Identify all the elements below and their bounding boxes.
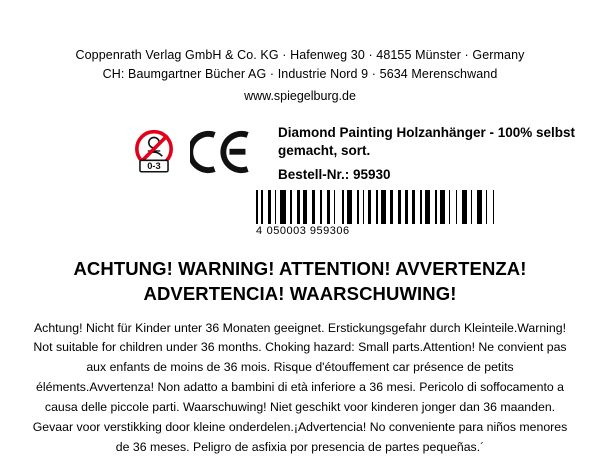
ce-mark-icon bbox=[190, 129, 254, 175]
barcode-bar bbox=[334, 190, 336, 224]
barcode-bar bbox=[323, 190, 326, 224]
barcode-bar bbox=[440, 190, 445, 224]
barcode-bar bbox=[368, 190, 371, 224]
barcode-bar bbox=[303, 190, 306, 224]
product-name: Diamond Painting Holzanhänger - 100% selbst gemacht, sort. bbox=[278, 125, 576, 159]
safety-marks-group bbox=[128, 124, 254, 178]
barcode-bar bbox=[331, 190, 333, 224]
barcode-bar bbox=[363, 190, 365, 224]
barcode-bar bbox=[327, 190, 330, 224]
barcode-lead-digit: 4 bbox=[256, 224, 263, 237]
barcode-bar bbox=[468, 190, 470, 224]
barcode-digits bbox=[256, 225, 495, 237]
barcode-bar bbox=[488, 190, 491, 224]
barcode-bar bbox=[287, 190, 289, 224]
barcode-bar bbox=[365, 190, 367, 224]
address-line-2: CH: Baumgartner Bücher AG · Industrie Nord 9 · 5634 Merenschwand bbox=[102, 67, 498, 82]
barcode-bar bbox=[376, 190, 378, 224]
website-line: www.spiegelburg.de bbox=[244, 88, 356, 103]
barcode-bar bbox=[264, 190, 267, 224]
barcode-bar bbox=[316, 190, 319, 224]
address-line-1: Coppenrath Verlag GmbH & Co. KG · Hafenweg 30 · 48155 Münster · Germany bbox=[75, 48, 525, 62]
barcode-bar bbox=[451, 190, 454, 224]
barcode-bar bbox=[394, 190, 397, 224]
barcode-bar bbox=[275, 190, 277, 224]
barcode-bar bbox=[277, 190, 279, 224]
warning-headline bbox=[0, 257, 600, 307]
barcode-bar bbox=[320, 190, 322, 224]
warning-body-text: Achtung! Nicht für Kinder unter 36 Monaten geeignet. Erstickungsgefahr durch Kleinteile.Warning! Not suitable for children under 36 months. Choking hazard: Small parts.Attention! Ne convient pas aux enfants de moins de 36 mois. Risque d'étouffement car présence de petits éléments.Avvertenza! Non adatto a bambini di età inferiore a 36 mesi. Pericolo di soffocamento a causa delle piccole parti. Waarschuwing! Niet geschikt voor kinderen jonger dan 36 maanden. Gevaar voor verstikking door kleine onderdelen.¡Advertencia! No conveniente para niños menores de 36 meses. Peligro de asfixia por presencia de partes pequeñas.´ bbox=[32, 320, 568, 454]
barcode-bar bbox=[471, 190, 473, 224]
barcode-bar bbox=[483, 190, 485, 224]
barcode-bar bbox=[308, 190, 311, 224]
barcode-bar bbox=[412, 190, 415, 224]
barcode-bar bbox=[477, 190, 482, 224]
barcode-bar bbox=[438, 190, 440, 224]
barcode-bar bbox=[353, 190, 356, 224]
barcode-bar bbox=[402, 190, 404, 224]
barcode-bar bbox=[272, 190, 274, 224]
barcode-bar bbox=[387, 190, 389, 224]
barcode-bar bbox=[420, 190, 422, 224]
ean-barcode bbox=[256, 190, 495, 224]
barcode-bar bbox=[425, 190, 430, 224]
barcode-bar bbox=[357, 190, 359, 224]
svg-text:0-3: 0-3 bbox=[147, 161, 161, 172]
barcode-bar bbox=[261, 190, 263, 224]
product-info bbox=[278, 124, 578, 181]
warning-headline-line-1: ACHTUNG! WARNING! ATTENTION! AVVERTENZA! bbox=[73, 257, 527, 279]
barcode-bar bbox=[390, 190, 393, 224]
barcode-bar bbox=[347, 190, 352, 224]
barcode-area bbox=[0, 190, 600, 237]
barcode-bar bbox=[462, 190, 467, 224]
barcode-bar bbox=[423, 190, 425, 224]
barcode-bar bbox=[446, 190, 448, 224]
barcode-bar bbox=[256, 190, 258, 224]
publisher-address-block bbox=[0, 0, 600, 106]
barcode-bar bbox=[293, 190, 296, 224]
barcode-bar bbox=[301, 190, 303, 224]
barcode-bar bbox=[290, 190, 292, 224]
barcode-bar bbox=[345, 190, 347, 224]
barcode-bar bbox=[342, 190, 344, 224]
barcode-bar bbox=[280, 190, 286, 224]
barcode-bar bbox=[409, 190, 411, 224]
barcode-bar bbox=[360, 190, 362, 224]
barcode-bar bbox=[435, 190, 437, 224]
barcode-bar bbox=[431, 190, 434, 224]
barcode-bar bbox=[259, 190, 261, 224]
no-children-under-3-icon bbox=[128, 126, 180, 178]
barcode-main-digits: 050003 959306 bbox=[266, 224, 350, 237]
barcode-bar bbox=[379, 190, 381, 224]
barcode-bar bbox=[312, 190, 315, 224]
barcode-bar bbox=[297, 190, 300, 224]
barcode-bar bbox=[405, 190, 408, 224]
barcode-bar bbox=[473, 190, 476, 224]
barcode-bar bbox=[416, 190, 419, 224]
barcode-bar bbox=[449, 190, 451, 224]
marks-and-product-row bbox=[0, 124, 600, 181]
product-order-number: Bestell-Nr.: 95930 bbox=[278, 166, 391, 182]
barcode-bar bbox=[456, 190, 458, 224]
warning-headline-line-2: ADVERTENCIA! WAARSCHUWING! bbox=[143, 282, 457, 304]
barcode-bar bbox=[398, 190, 401, 224]
barcode-bar bbox=[268, 190, 271, 224]
barcode-bar bbox=[381, 190, 386, 224]
barcode-bar bbox=[486, 190, 488, 224]
barcode-bar bbox=[458, 190, 461, 224]
barcode-bar bbox=[493, 190, 495, 224]
barcode-bar bbox=[372, 190, 375, 224]
barcode-bar bbox=[336, 190, 341, 224]
